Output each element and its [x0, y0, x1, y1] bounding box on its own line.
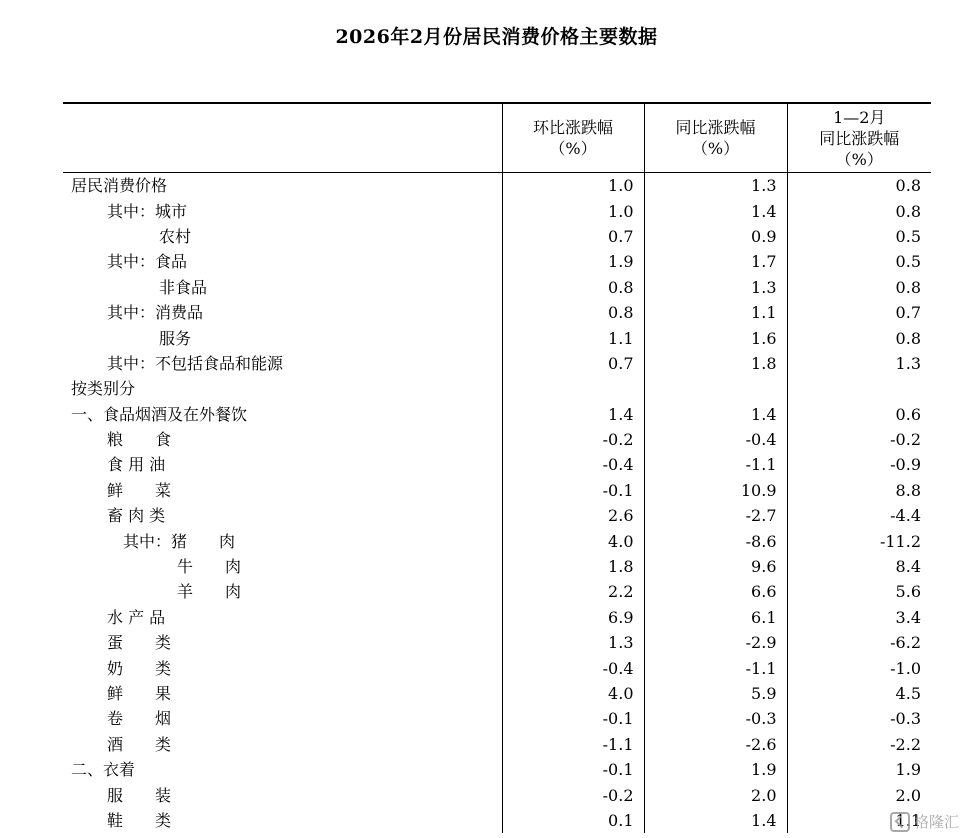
cell-ytd: 8.8 — [787, 478, 931, 503]
row-label: 服务 — [159, 328, 192, 348]
cell-mom: 1.8 — [502, 554, 644, 579]
cell-ytd: -1.0 — [787, 655, 931, 680]
header-category — [63, 103, 502, 173]
cell-ytd: 0.8 — [787, 198, 931, 223]
table-row — [63, 275, 931, 300]
table-row — [63, 249, 931, 274]
cell-yoy: 6.6 — [644, 579, 787, 604]
cell-ytd: 0.8 — [787, 325, 931, 350]
row-label: 一、食品烟酒及在外餐饮 — [71, 404, 248, 424]
header-yoy — [644, 103, 787, 173]
logo-icon — [890, 812, 910, 832]
cell-mom: 4.0 — [502, 528, 644, 553]
cell-ytd: -0.2 — [787, 427, 931, 452]
table-row — [63, 224, 931, 249]
cell-yoy: 6.1 — [644, 605, 787, 630]
cell-yoy: 1.4 — [644, 808, 787, 833]
cell-ytd: -0.9 — [787, 452, 931, 477]
row-label: 粮 食 — [107, 430, 172, 450]
cell-ytd: -6.2 — [787, 630, 931, 655]
table-row — [63, 706, 931, 731]
cell-mom: 0.8 — [502, 300, 644, 325]
row-label: 奶 类 — [107, 658, 172, 678]
cell-mom: -0.2 — [502, 782, 644, 807]
row-label: 鲜 菜 — [107, 480, 172, 500]
cell-mom: -1.1 — [502, 732, 644, 757]
row-label: 鞋 类 — [107, 810, 172, 830]
row-label: 居民消费价格 — [71, 176, 168, 196]
row-label: 其中：消费品 — [107, 303, 204, 323]
cell-ytd: 3.4 — [787, 605, 931, 630]
cell-yoy: 1.1 — [644, 300, 787, 325]
cell-mom: -0.4 — [502, 452, 644, 477]
header-ytd-title: 同比涨跌幅 — [819, 128, 900, 148]
cell-ytd: 1.9 — [787, 757, 931, 782]
table-row — [63, 757, 931, 782]
row-label: 水 产 品 — [107, 607, 166, 627]
table-row — [63, 300, 931, 325]
cell-yoy: 0.9 — [644, 224, 787, 249]
cell-yoy: 1.3 — [644, 275, 787, 300]
cell-mom: 1.9 — [502, 249, 644, 274]
cell-ytd: 8.4 — [787, 554, 931, 579]
table-row — [63, 655, 931, 680]
cell-yoy: 1.4 — [644, 198, 787, 223]
row-label: 农村 — [159, 226, 192, 246]
cell-yoy: -0.4 — [644, 427, 787, 452]
table-row — [63, 402, 931, 427]
cell-yoy: 1.9 — [644, 757, 787, 782]
cell-ytd — [787, 376, 931, 401]
cell-yoy: -2.9 — [644, 630, 787, 655]
page-title: 2026年2月份居民消费价格主要数据 — [335, 26, 658, 48]
row-label: 酒 类 — [107, 734, 172, 754]
cell-ytd: 0.8 — [787, 173, 931, 199]
cell-ytd: 1.3 — [787, 351, 931, 376]
cell-yoy — [644, 376, 787, 401]
header-ytd — [787, 103, 931, 173]
row-label: 卷 烟 — [107, 709, 172, 729]
cell-ytd: -4.4 — [787, 503, 931, 528]
cell-ytd: 0.6 — [787, 402, 931, 427]
row-label: 其中：食品 — [107, 252, 188, 272]
header-mom-title: 环比涨跌幅 — [532, 118, 613, 137]
row-label: 蛋 类 — [107, 633, 172, 653]
header-ytd-unit: （%） — [835, 149, 883, 169]
table-row — [63, 427, 931, 452]
cell-mom: -0.2 — [502, 427, 644, 452]
cell-ytd: 5.6 — [787, 579, 931, 604]
cell-yoy: 1.6 — [644, 325, 787, 350]
cell-mom: -0.4 — [502, 655, 644, 680]
table-row — [63, 605, 931, 630]
cell-mom: 6.9 — [502, 605, 644, 630]
cell-mom: 0.8 — [502, 275, 644, 300]
row-label: 食 用 油 — [107, 455, 166, 475]
row-label: 按类别分 — [71, 379, 136, 399]
cell-mom: 0.1 — [502, 808, 644, 833]
table-row — [63, 173, 931, 199]
cell-mom: 1.0 — [502, 173, 644, 199]
cell-yoy: 5.9 — [644, 681, 787, 706]
row-label: 二、衣着 — [71, 760, 136, 780]
cell-mom: 0.7 — [502, 224, 644, 249]
cell-ytd: -0.3 — [787, 706, 931, 731]
cell-yoy: 1.3 — [644, 173, 787, 199]
cell-yoy: 10.9 — [644, 478, 787, 503]
cell-yoy: -1.1 — [644, 655, 787, 680]
cell-mom: 1.0 — [502, 198, 644, 223]
row-label: 服 装 — [107, 785, 172, 805]
row-label: 其中：城市 — [107, 201, 188, 221]
cell-yoy: -2.7 — [644, 503, 787, 528]
table-row — [63, 681, 931, 706]
table-row — [63, 630, 931, 655]
table-row — [63, 452, 931, 477]
header-ytd-period: 1—2月 — [833, 107, 886, 127]
cell-yoy: 2.0 — [644, 782, 787, 807]
cell-ytd: 0.8 — [787, 275, 931, 300]
cell-ytd: 2.0 — [787, 782, 931, 807]
cell-yoy: -1.1 — [644, 452, 787, 477]
cell-mom: 0.7 — [502, 351, 644, 376]
header-mom — [502, 103, 644, 173]
header-yoy-unit: （%） — [691, 139, 740, 158]
table-row — [63, 325, 931, 350]
cpi-data-table — [63, 102, 931, 833]
cell-ytd: 0.5 — [787, 224, 931, 249]
row-label: 非食品 — [159, 277, 208, 297]
cell-yoy: 1.4 — [644, 402, 787, 427]
row-label: 其中：不包括食品和能源 — [107, 353, 284, 373]
table-row — [63, 554, 931, 579]
table-row — [63, 376, 931, 401]
table-row — [63, 808, 931, 833]
cell-mom: 1.3 — [502, 630, 644, 655]
table-row — [63, 351, 931, 376]
row-label: 畜 肉 类 — [107, 506, 166, 526]
cell-ytd: -11.2 — [787, 528, 931, 553]
cell-mom: 2.2 — [502, 579, 644, 604]
cell-mom: -0.1 — [502, 706, 644, 731]
cell-mom: -0.1 — [502, 757, 644, 782]
cell-yoy: -8.6 — [644, 528, 787, 553]
cell-ytd: 4.5 — [787, 681, 931, 706]
cell-yoy: -2.6 — [644, 732, 787, 757]
cell-mom — [502, 376, 644, 401]
table-row — [63, 503, 931, 528]
table-row — [63, 782, 931, 807]
table-row — [63, 478, 931, 503]
cell-ytd: 1.1 — [787, 808, 931, 833]
row-label: 鲜 果 — [107, 684, 172, 703]
cell-yoy: 1.7 — [644, 249, 787, 274]
cell-yoy: 9.6 — [644, 554, 787, 579]
cell-yoy: -0.3 — [644, 706, 787, 731]
cell-mom: 4.0 — [502, 681, 644, 706]
table-row — [63, 528, 931, 553]
row-label: 牛 肉 — [177, 557, 242, 577]
row-label: 其中：猪 肉 — [123, 531, 236, 551]
header-mom-unit: （%） — [549, 139, 597, 158]
cell-yoy: 1.8 — [644, 351, 787, 376]
row-label: 羊 肉 — [177, 582, 242, 602]
watermark-text: 格隆汇 — [913, 813, 959, 831]
cell-mom: 1.1 — [502, 325, 644, 350]
table-row — [63, 732, 931, 757]
table-row — [63, 579, 931, 604]
table-row — [63, 198, 931, 223]
cell-ytd: 0.5 — [787, 249, 931, 274]
cell-ytd: -2.2 — [787, 732, 931, 757]
table-header-row — [63, 103, 931, 173]
watermark — [890, 811, 959, 832]
header-yoy-title: 同比涨跌幅 — [675, 118, 756, 137]
cell-ytd: 0.7 — [787, 300, 931, 325]
cell-mom: 2.6 — [502, 503, 644, 528]
cell-mom: -0.1 — [502, 478, 644, 503]
cell-mom: 1.4 — [502, 402, 644, 427]
